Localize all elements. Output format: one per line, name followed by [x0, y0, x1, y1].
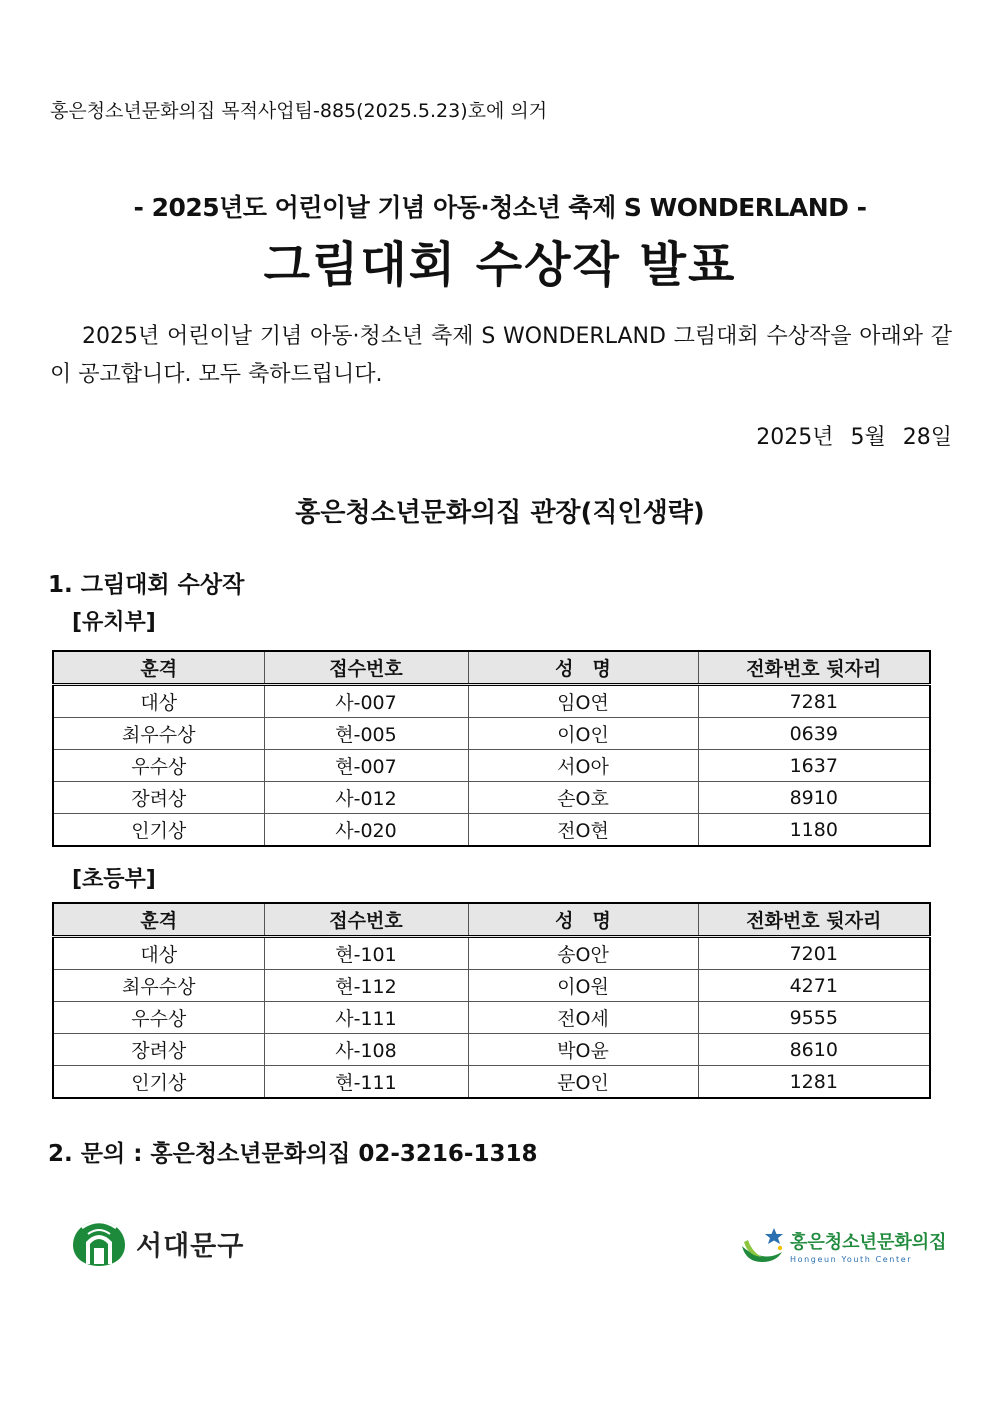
column-header: 훈격 [53, 651, 264, 685]
phone-digits-cell: 8610 [698, 1034, 930, 1066]
group-label-elementary: [초등부] [72, 867, 156, 892]
award-cell: 장려상 [53, 782, 264, 814]
entry-number-cell: 사-111 [264, 1002, 468, 1034]
phone-digits-cell: 7201 [698, 937, 930, 970]
entry-number-cell: 현-101 [264, 937, 468, 970]
hongeun-logo-subtext: Hongeun Youth Center [790, 1255, 913, 1264]
column-header: 접수번호 [264, 651, 468, 685]
column-header: 성 명 [468, 903, 698, 937]
column-header: 성 명 [468, 651, 698, 685]
award-cell: 인기상 [53, 1066, 264, 1099]
entry-number-cell: 사-007 [264, 685, 468, 718]
table-header-row [53, 651, 930, 685]
award-cell: 대상 [53, 937, 264, 970]
name-cell: 전O현 [468, 814, 698, 847]
hongeun-logo-text: 홍은청소년문화의집 [790, 1232, 947, 1253]
organization-signature: 홍은청소년문화의집 관장(직인생략) [295, 498, 705, 528]
phone-digits-cell: 1180 [698, 814, 930, 847]
name-cell: 이O원 [468, 970, 698, 1002]
announcement-date: 2025년 5월 28일 [756, 425, 952, 450]
name-cell: 서O아 [468, 750, 698, 782]
column-header: 접수번호 [264, 903, 468, 937]
intro-paragraph [50, 318, 952, 394]
name-cell: 전O세 [468, 1002, 698, 1034]
table-row [53, 1034, 930, 1066]
table-row [53, 1002, 930, 1034]
award-cell: 장려상 [53, 1034, 264, 1066]
hongeun-swoosh-star-icon [738, 1226, 786, 1266]
intro-text: 2025년 어린이날 기념 아동·청소년 축제 S WONDERLAND 그림대회 수상작을 아래와 같이 공고합니다. 모두 축하드립니다. [50, 324, 952, 387]
table-row [53, 782, 930, 814]
entry-number-cell: 사-020 [264, 814, 468, 847]
table-row [53, 814, 930, 847]
hongeun-logo [738, 1226, 947, 1266]
elementary-awards-table [52, 902, 931, 1099]
award-cell: 우수상 [53, 1002, 264, 1034]
name-cell: 손O호 [468, 782, 698, 814]
name-cell: 송O안 [468, 937, 698, 970]
table-row [53, 1066, 930, 1099]
table-row [53, 937, 930, 970]
entry-number-cell: 현-005 [264, 718, 468, 750]
phone-digits-cell: 9555 [698, 1002, 930, 1034]
seodaemun-logo-text: 서대문구 [136, 1230, 245, 1262]
event-subtitle: - 2025년도 어린이날 기념 아동·청소년 축제 S WONDERLAND - [133, 193, 867, 222]
page-title: 그림대회 수상작 발표 [263, 237, 737, 293]
phone-digits-cell: 0639 [698, 718, 930, 750]
award-cell: 대상 [53, 685, 264, 718]
table-header-row [53, 903, 930, 937]
phone-digits-cell: 1637 [698, 750, 930, 782]
name-cell: 문O인 [468, 1066, 698, 1099]
entry-number-cell: 현-112 [264, 970, 468, 1002]
entry-number-cell: 사-012 [264, 782, 468, 814]
reference-line: 홍은청소년문화의집 목적사업팀-885(2025.5.23)호에 의거 [50, 100, 548, 122]
entry-number-cell: 현-007 [264, 750, 468, 782]
table-row [53, 750, 930, 782]
table-row [53, 970, 930, 1002]
award-cell: 최우수상 [53, 970, 264, 1002]
name-cell: 박O윤 [468, 1034, 698, 1066]
table-row [53, 718, 930, 750]
table-row [53, 685, 930, 718]
column-header: 전화번호 뒷자리 [698, 903, 930, 937]
entry-number-cell: 사-108 [264, 1034, 468, 1066]
award-cell: 우수상 [53, 750, 264, 782]
seodaemun-logo [70, 1218, 244, 1268]
kindergarten-awards-table [52, 650, 931, 847]
column-header: 전화번호 뒷자리 [698, 651, 930, 685]
section-2-contact: 2. 문의 : 홍은청소년문화의집 02-3216-1318 [48, 1141, 538, 1167]
name-cell: 이O인 [468, 718, 698, 750]
phone-digits-cell: 4271 [698, 970, 930, 1002]
entry-number-cell: 현-111 [264, 1066, 468, 1099]
column-header: 훈격 [53, 903, 264, 937]
phone-digits-cell: 8910 [698, 782, 930, 814]
seodaemun-emblem-icon [70, 1218, 128, 1268]
award-cell: 최우수상 [53, 718, 264, 750]
group-label-kindergarten: [유치부] [72, 610, 156, 635]
award-cell: 인기상 [53, 814, 264, 847]
section-1-heading: 1. 그림대회 수상작 [48, 572, 245, 598]
phone-digits-cell: 1281 [698, 1066, 930, 1099]
name-cell: 임O연 [468, 685, 698, 718]
phone-digits-cell: 7281 [698, 685, 930, 718]
